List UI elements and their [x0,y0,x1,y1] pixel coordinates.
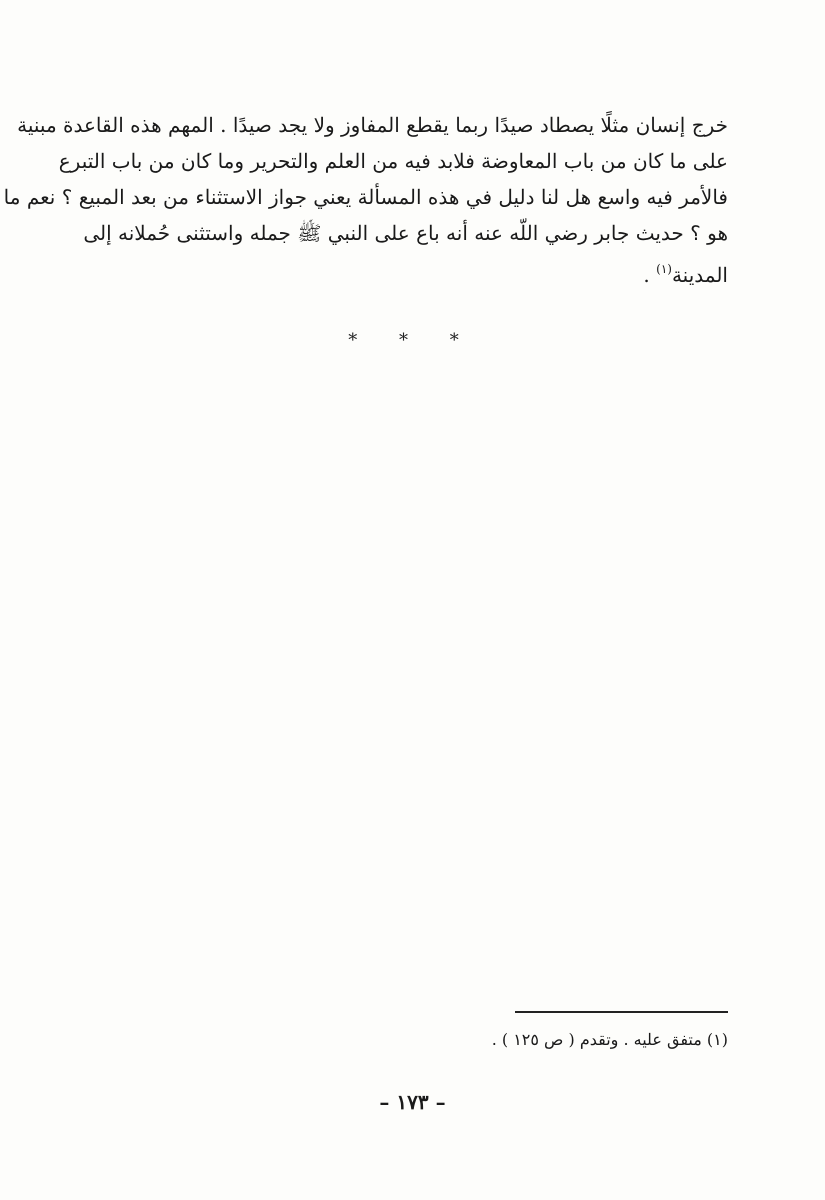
body-line-4: هو ؟ حديث جابر رضي اللّه عنه أنه باع على النبي ﷺ جمله واستثنى حُملانه إلى [83,221,728,245]
body-line-2: على ما كان من باب المعاوضة فلابد فيه من العلم والتحرير وما كان من باب التبرع [58,149,728,173]
footnote-reference[interactable]: (١) [656,262,672,276]
body-line-5 [100,251,728,287]
footnote: (١) متفق عليه . وتقدم ( ص ١٢٥ ) . [491,1030,728,1049]
page-number: – ١٧٣ – [379,1090,446,1114]
footnote-divider [515,1011,728,1013]
body-line-1: خرج إنسان مثلًا يصطاد صيدًا ربما يقطع المفاوز ولا يجد صيدًا . المهم هذه القاعدة مبنية [17,113,728,137]
body-line-5-end: . [643,263,657,287]
body-line-5-text: المدينة [671,263,728,287]
body-line-3: فالأمر فيه واسع هل لنا دليل في هذه المسألة يعني جواز الاستثناء من بعد المبيع ؟ نعم ما [3,185,728,209]
body-text [3,107,728,287]
section-separator: * * * [348,330,477,351]
